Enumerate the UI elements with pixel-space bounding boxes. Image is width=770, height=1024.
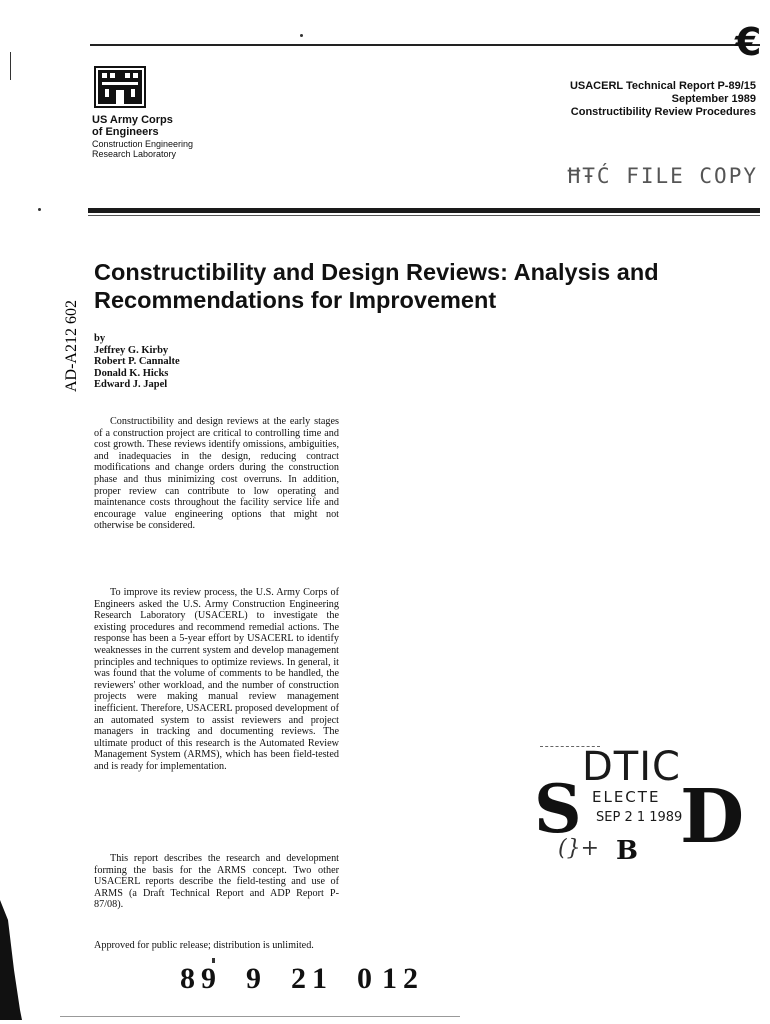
lab-name: Construction Engineering [92,139,194,149]
author: Donald K. Hicks [94,367,169,379]
stamp-letter-s: S [534,770,582,848]
bottom-rule [60,1016,460,1017]
header-rule [88,208,760,213]
elect-date: SEP 2 1 1989 [596,810,683,825]
author: Robert P. Cannalte [94,356,180,367]
abstract-paragraph: This report describes the research and development forming the basis for the ARMS concept. Two other USACERL reports describe the field-testing and use of ARMS (a Draft Technical Report and ADP Report P-87/08). [94,853,339,911]
author-list [94,333,180,391]
number-group: 89 [180,962,222,995]
document-title: Constructibility and Design Reviews: Analysis and Recommendations for Improvement [94,259,659,313]
file-copy-stamp: ĦŦĆ FILE COPY [567,164,758,188]
header-rule-thin [88,215,760,216]
distribution-statement: Approved for public release; distribution is unlimited. [94,940,314,951]
stamp-letter-b: B [616,836,638,866]
abstract-paragraph: Constructibility and design reviews at the early stages of a construction project are critical to controlling time and cost growth. These reviews identify omissions, ambiguities, and inadequacies in the design, reducing contract modifications and change orders during the construction phase and thus minimizing cost overruns. In addition, proper review can contribute to low operating and maintenance costs throughout the facility service life and encourage value engineering options that might not otherwise be considered. [94,416,339,532]
accession-id [20,100,90,400]
speck [300,34,303,37]
organization-block [92,114,193,159]
org-name-cont: of Engineers [92,126,159,138]
lab-name-cont: Research Laboratory [92,149,177,159]
elect-status: ELECTE [592,788,661,806]
report-number: USACERL Technical Report P-89/15 [569,80,756,92]
by-label: by [94,333,106,344]
accession-id-text: AD-A212 602 [63,300,80,392]
number-group: 21 [291,962,333,995]
dtic-word: DTIC [582,744,681,790]
castle-logo-icon [94,66,146,108]
top-rule [90,44,760,46]
report-series: Constructibility Review Procedures [570,106,756,118]
handwritten-mark: (}+ [558,836,600,861]
author: Edward J. Japel [94,379,168,390]
org-name: US Army Corps [92,114,173,126]
edge-tick [10,52,11,80]
number-group: 0 [357,962,378,995]
number-group: 9 [246,962,267,995]
scan-edge-artifact [0,860,22,1020]
number-group: 12 [382,962,424,995]
dtic-stamp [520,740,755,910]
corner-mark: € [735,20,762,64]
accession-number [180,962,448,996]
author: Jeffrey G. Kirby [94,344,169,356]
abstract-paragraph: To improve its review process, the U.S. Army Corps of Engineers asked the U.S. Army Construction Engineering Research Laboratory (USACERL) to investigate the existing procedures and recommend remedial actions. The response has been a 5-year effort by USACERL to identify weaknesses in the current system and develop management principles and techniques to optimize reviews. In general, it was found that the volume of comments to be handled, the reviewers' other workload, and the number of construction projects were making manual review management inefficient. Therefore, USACERL proposed development of an automated system to assist reviewers and project managers in tracking and documenting reviews. The ultimate product of this research is the Automated Review Management System (ARMS), which has been field-tested and is ready for implementation. [94,587,339,772]
report-date: September 1989 [671,93,756,105]
stamp-letter-d: D [680,774,745,860]
report-info [570,80,756,119]
